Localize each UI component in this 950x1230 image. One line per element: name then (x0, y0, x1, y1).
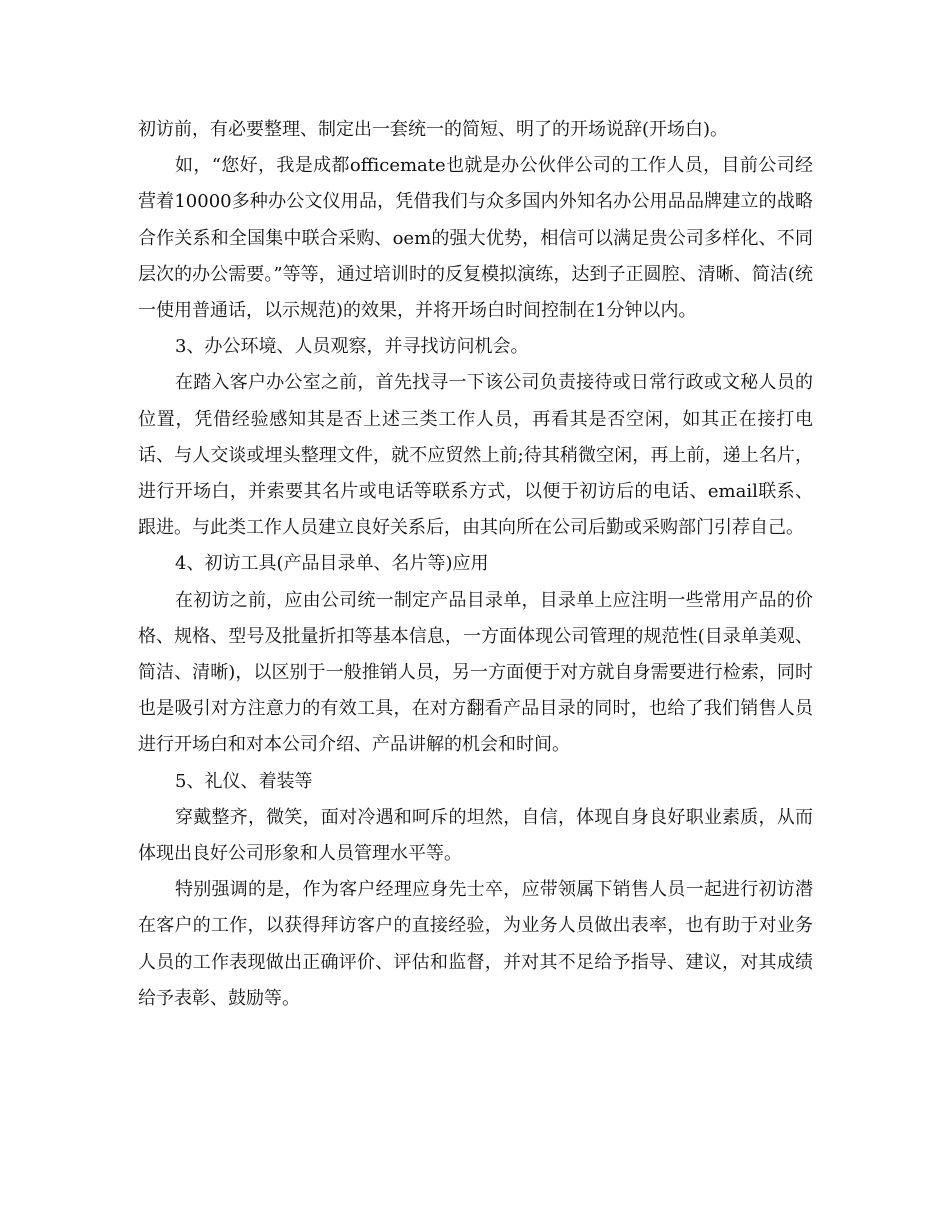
paragraph-etiquette: 穿戴整齐，微笑，面对冷遇和呵斥的坦然，自信，体现自身良好职业素质，从而体现出良好公司形象和人员管理水平等。 (138, 806, 813, 865)
section-heading-5: 5、礼仪、着装等 (175, 770, 313, 792)
document-page (138, 112, 813, 1017)
paragraph-manager-emphasis: 特别强调的是，作为客户经理应身先士卒，应带领属下销售人员一起进行初访潜在客户的工作，以获得拜访客户的直接经验，为业务人员做出表率，也有助于对业务人员的工作表现做出正确评价、评估和监督，并对其不足给予指导、建议，对其成绩给予表彰、鼓励等。 (138, 879, 813, 1009)
paragraph-catalog-tools: 在初访之前，应由公司统一制定产品目录单，目录单上应注明一些常用产品的价格、规格、型号及批量折扣等基本信息，一方面体现公司管理的规范性(目录单美观、简洁、清晰)，以区别于一般推销人员，另一方面便于对方就自身需要进行检索，同时也是吸引对方注意力的有效工具，在对方翻看产品目录的同时，也给了我们销售人员进行开场白和对本公司介绍、产品讲解的机会和时间。 (138, 589, 813, 756)
paragraph-opening-speech-example: 如，“您好，我是成都officemate也就是办公伙伴公司的工作人员，目前公司经营着10000多种办公文仪用品，凭借我们与众多国内外知名办公用品品牌建立的战略合作关系和全国集中联合采购、oem的强大优势，相信可以满足贵公司多样化、不同层次的办公需要。”等等，通过培训时的反复模拟演练，达到子正圆腔、清晰、简洁(统一使用普通话，以示规范)的效果，并将开场白时间控制在1分钟以内。 (138, 155, 813, 322)
section-heading-4: 4、初访工具(产品目录单、名片等)应用 (175, 553, 489, 575)
section-heading-3: 3、办公环境、人员观察，并寻找访问机会。 (175, 336, 529, 358)
paragraph-office-environment: 在踏入客户办公室之前，首先找寻一下该公司负责接待或日常行政或文秘人员的位置，凭借经验感知其是否上述三类工作人员，再看其是否空闲，如其正在接打电话、与人交谈或埋头整理文件，就不应贸然上前;待其稍微空闲，再上前，递上名片，进行开场白，并索要其名片或电话等联系方式，以便于初访后的电话、email联系、跟进。与此类工作人员建立良好关系后，由其向所在公司后勤或采购部门引荐自己。 (138, 372, 813, 539)
paragraph-intro: 初访前，有必要整理、制定出一套统一的简短、明了的开场说辞(开场白)。 (138, 119, 729, 140)
